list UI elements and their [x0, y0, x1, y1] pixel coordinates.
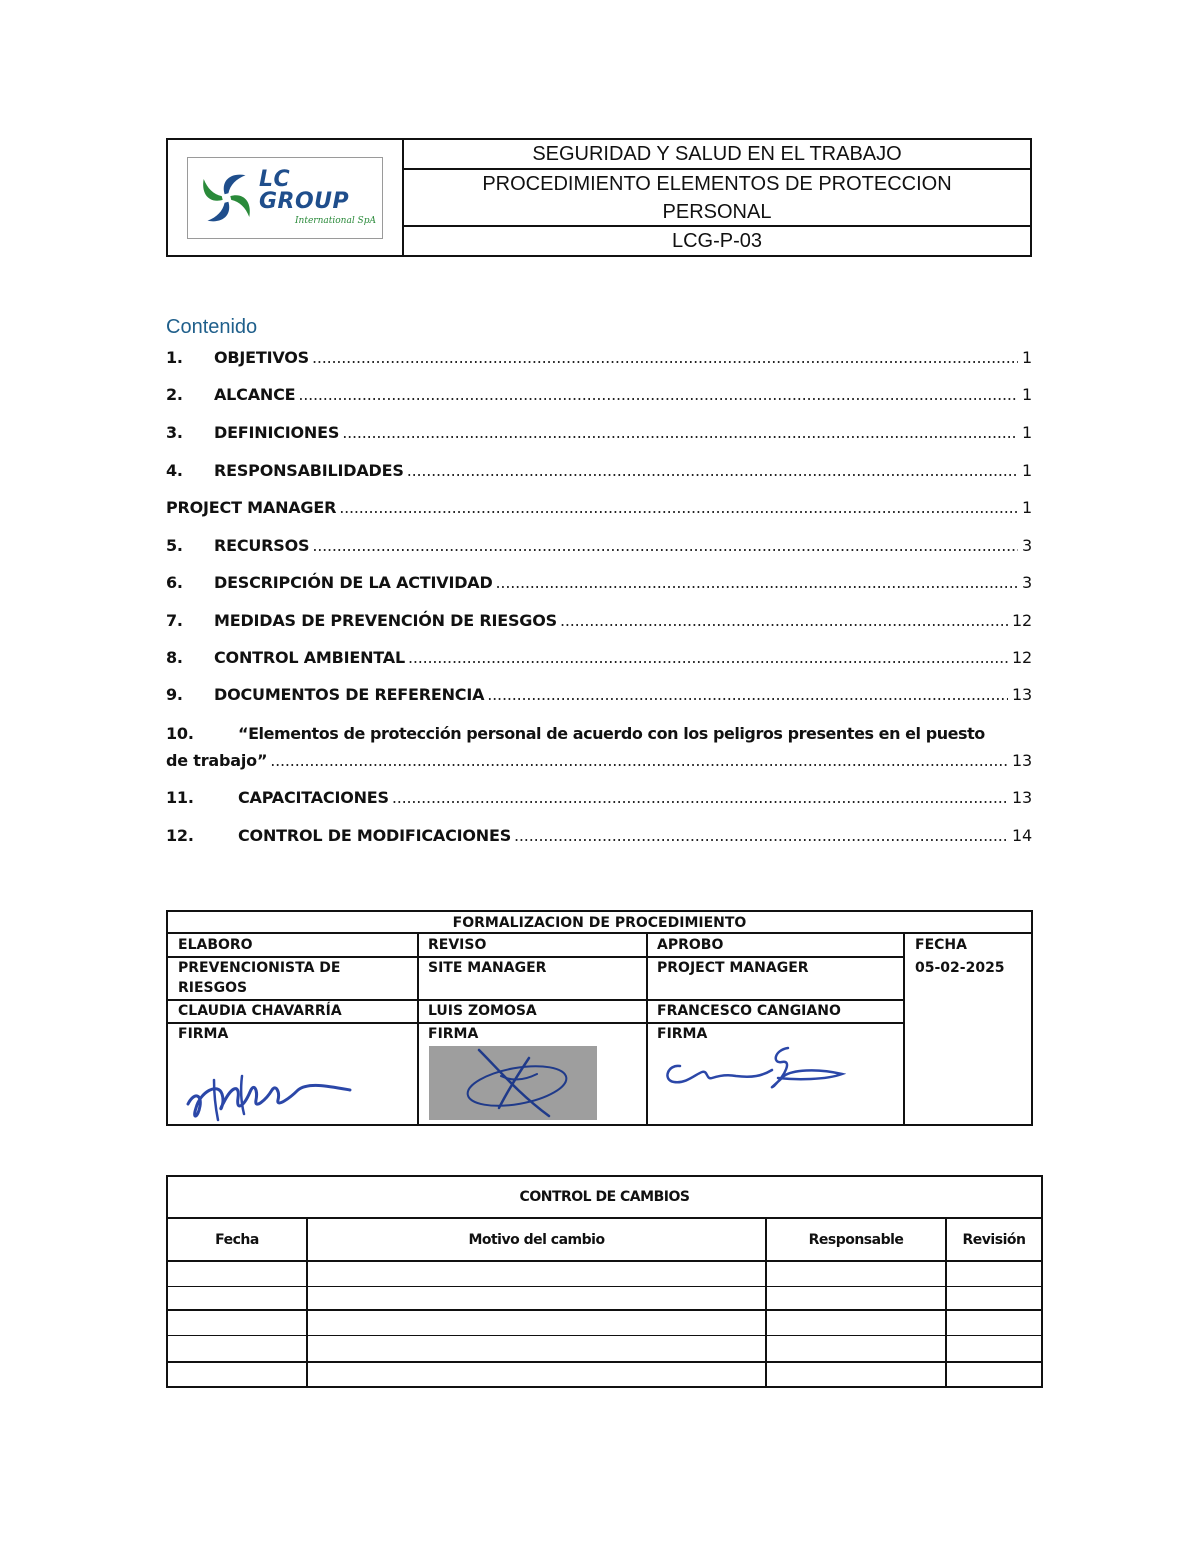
aprobo-role: PROJECT MANAGER [657, 960, 809, 976]
toc-item-title: ALCANCE [214, 385, 296, 404]
toc-item[interactable]: 8. CONTROL AMBIENTAL ..... 12 [166, 648, 1032, 670]
logo-cell [168, 140, 404, 255]
toc-item-title: DOCUMENTOS DE REFERENCIA [214, 685, 485, 704]
document-code: LCG-P-03 [671, 230, 763, 252]
logo-subtitle: International SpA [294, 216, 376, 226]
toc-page-number: 12 [1012, 648, 1032, 667]
toc-item-title: MEDIDAS DE PREVENCIÓN DE RIESGOS [214, 611, 557, 630]
elaboro-label: ELABORO [178, 937, 253, 953]
reviso-label: REVISO [428, 937, 487, 953]
toc-item[interactable]: 3. DEFINICIONES ..... 1 [166, 423, 1032, 445]
toc-item-title: de trabajo” [166, 751, 268, 770]
toc-leader [270, 751, 1008, 770]
toc-item[interactable]: 2. ALCANCE ..... 1 [166, 385, 1032, 407]
toc-page-number: 1 [1022, 385, 1032, 404]
toc-heading: Contenido [166, 316, 258, 338]
column-header-motivo: Motivo del cambio [468, 1232, 605, 1248]
toc-item[interactable]: 6. DESCRIPCIÓN DE LA ACTIVIDAD ..... 3 [166, 573, 1032, 595]
toc-leader [496, 573, 1018, 592]
header-title: SEGURIDAD Y SALUD EN EL TRABAJO [404, 140, 1030, 170]
toc-item-title: DESCRIPCIÓN DE LA ACTIVIDAD [214, 573, 493, 592]
reviso-firma-label: FIRMA [428, 1026, 479, 1042]
toc-item-title: CONTROL DE MODIFICACIONES [238, 826, 512, 845]
toc-page-number: 3 [1022, 536, 1032, 555]
toc-leader [298, 385, 1018, 404]
formalization-table [166, 910, 1033, 1126]
toc-leader [514, 826, 1008, 845]
toc-item[interactable] [166, 498, 1032, 520]
reviso-name: LUIS ZOMOSA [428, 1003, 537, 1019]
toc-page-number: 1 [1022, 498, 1032, 517]
toc-leader [342, 423, 1018, 442]
table-row [168, 1361, 1041, 1363]
toc-item[interactable]: 12. CONTROL DE MODIFICACIONES ..... 14 [166, 826, 1032, 848]
toc-page-number: 3 [1022, 573, 1032, 592]
elaboro-role: PREVENCIONISTA DE RIESGOS [178, 960, 341, 996]
toc-item[interactable]: 1. OBJETIVOS ..... 1 [166, 348, 1032, 370]
fecha-label: FECHA [915, 937, 967, 953]
toc-item-title: PROJECT MANAGER [166, 498, 337, 517]
toc-leader [312, 536, 1018, 555]
toc-page-number: 13 [1012, 788, 1032, 807]
toc-leader [560, 611, 1008, 630]
toc-page-number: 13 [1012, 751, 1032, 770]
toc-item-title: RECURSOS [214, 536, 310, 555]
column-header-responsable: Responsable [808, 1232, 904, 1248]
formalization-title: FORMALIZACION DE PROCEDIMIENTO [168, 912, 1031, 934]
table-row [168, 1286, 1041, 1287]
toc-item-title: CAPACITACIONES [238, 788, 389, 807]
changes-table [166, 1175, 1043, 1388]
toc-page-number: 1 [1022, 461, 1032, 480]
toc-item-title: CONTROL AMBIENTAL [214, 648, 405, 667]
aprobo-firma-label: FIRMA [657, 1026, 708, 1042]
toc-item-title: RESPONSABILIDADES [214, 461, 404, 480]
toc-page-number: 12 [1012, 611, 1032, 630]
toc-item[interactable]: 9. DOCUMENTOS DE REFERENCIA ..... 13 [166, 685, 1032, 707]
toc-page-number: 1 [1022, 348, 1032, 367]
aprobo-name: FRANCESCO CANGIANO [657, 1003, 841, 1019]
elaboro-firma-label: FIRMA [178, 1026, 229, 1042]
table-row [168, 1335, 1041, 1336]
procedure-title: PROCEDIMIENTO ELEMENTOS DE PROTECCION PERSONAL [404, 170, 1030, 227]
title-cell [404, 140, 1030, 255]
reviso-signature [429, 1046, 597, 1120]
toc-item[interactable]: 7. MEDIDAS DE PREVENCIÓN DE RIESGOS ..... 12 [166, 611, 1032, 633]
toc-leader [407, 461, 1018, 480]
toc-item[interactable]: 10. “Elementos de protección personal de acuerdo con los peligros presentes en el puesto [166, 724, 1032, 746]
toc-item[interactable]: 11. CAPACITACIONES ..... 13 [166, 788, 1032, 810]
column-header-revision: Revisión [962, 1232, 1026, 1248]
reviso-role: SITE MANAGER [428, 960, 547, 976]
aprobo-signature [656, 1040, 846, 1094]
toc-item-title: OBJETIVOS [214, 348, 309, 367]
toc-page-number: 13 [1012, 685, 1032, 704]
toc-item[interactable]: 5. RECURSOS ..... 3 [166, 536, 1032, 558]
toc-leader [312, 348, 1018, 367]
toc-item-continued[interactable] [166, 751, 1032, 773]
toc-page-number: 14 [1012, 826, 1032, 845]
toc-page-number: 1 [1022, 423, 1032, 442]
toc-item[interactable]: 4. RESPONSABILIDADES ..... 1 [166, 461, 1032, 483]
aprobo-label: APROBO [657, 937, 724, 953]
toc-item-title: DEFINICIONES [214, 423, 340, 442]
company-logo [187, 157, 383, 239]
document-header [166, 138, 1032, 257]
toc-leader [487, 685, 1008, 704]
elaboro-signature [178, 1062, 363, 1124]
changes-title: CONTROL DE CAMBIOS [168, 1177, 1041, 1219]
column-header-fecha: Fecha [215, 1232, 259, 1248]
table-row [168, 1309, 1041, 1311]
logo-name: LC GROUP [258, 167, 350, 214]
elaboro-name: CLAUDIA CHAVARRÍA [178, 1003, 342, 1019]
pinwheel-logo-icon [198, 168, 255, 228]
toc-leader [392, 788, 1008, 807]
fecha-value: 05-02-2025 [915, 960, 1005, 976]
toc-leader [408, 648, 1008, 667]
toc-leader [339, 498, 1018, 517]
toc-item-title: “Elementos de protección personal de acuerdo con los peligros presentes en el puesto [238, 724, 985, 743]
